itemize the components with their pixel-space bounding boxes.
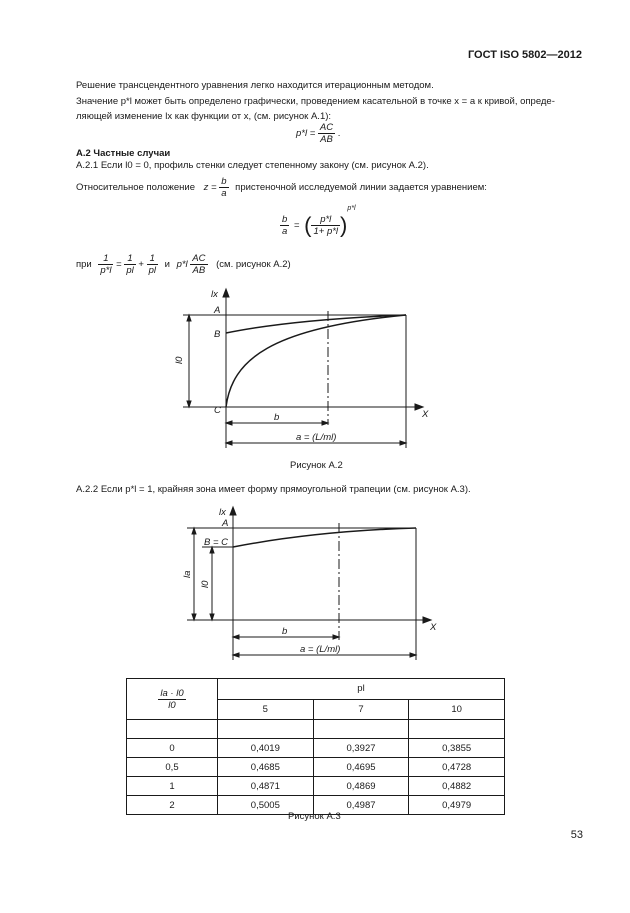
paragraph-graphic-line1: Значение p*l может быть определено графически, проведением касательной в точке x = a к кривой, опреде- [76, 96, 555, 107]
paragraph-iteration: Решение трансцендентного уравнения легко находится итерационным методом. [76, 80, 434, 91]
eq1-lhs: p*l = [296, 128, 316, 140]
rel-pos-denominator: a [221, 188, 227, 199]
fig3-label-a-dim: a = (L/ml) [300, 644, 341, 655]
fig3-label-bc: B = C [204, 537, 229, 548]
table-head-pl: pl [218, 679, 505, 700]
table-head-frac: $\frac{la \cdot l0}{l0}$ [127, 679, 218, 720]
fig2-label-a-dim: a = (L/ml) [296, 432, 337, 443]
fig2-label-b-point: B [214, 329, 221, 340]
paragraph-a21: А.2.1 Если l0 = 0, профиль стенки следует степенному закону (см. рисунок А.2). [76, 160, 429, 171]
table-row: 1 0,4871 0,4869 0,4882 [127, 777, 505, 796]
eq2-inner-numerator: p*l [311, 214, 340, 226]
eq2-lhs-numerator: b [282, 213, 288, 225]
table-col-10: 10 [409, 699, 505, 720]
eq2-lhs-denominator: a [282, 225, 288, 237]
fig3-curve [233, 528, 416, 547]
paragraph-a22: А.2.2 Если p*l = 1, крайняя зона имеет форму прямоугольной трапеции (см. рисунок А.3). [76, 484, 471, 495]
fig3-label-b: b [282, 626, 288, 637]
table-row: 0,5 0,4685 0,4695 0,4728 [127, 758, 505, 777]
table-row: 0 0,4019 0,3927 0,3855 [127, 739, 505, 758]
rel-pos-numerator: b [221, 176, 227, 187]
rel-pos-before: Относительное положение [76, 182, 196, 194]
eq2-inner-denominator: 1+ p*l [313, 225, 339, 237]
fig3-label-l0: l0 [200, 580, 211, 588]
eq2-exponent: p*l [347, 205, 356, 212]
fig3-label-la: la [182, 570, 193, 578]
fig2-label-c: C [214, 405, 221, 416]
fig3-caption: Рисунок А.3 [288, 811, 341, 822]
section-title: А.2 Частные случаи [76, 148, 171, 159]
fig2-label-lx: lx [211, 289, 218, 300]
page-number: 53 [570, 829, 583, 841]
fig2-label-b: b [274, 412, 280, 423]
eq1-numerator: AC [319, 122, 334, 133]
fig2-label-x: X [422, 409, 429, 420]
fig2-y-arrow [223, 289, 229, 297]
document-header: ГОСТ ISO 5802—2012 [467, 49, 582, 61]
fig3-label-a: A [222, 518, 229, 529]
table-col-7: 7 [313, 699, 409, 720]
rel-pos-after: пристеночной исследуемой линии задается уравнением: [235, 182, 487, 194]
equation-pl-ac-ab: p*l = $\frac{AC}{AB}$ . [296, 122, 341, 145]
fig2-caption: Рисунок А.2 [290, 460, 343, 471]
rel-pos-z: z = [203, 182, 217, 194]
values-table [126, 678, 505, 815]
equation-b-over-a: $\frac{b}{a}$ = ( $\frac{p*l}{1+ p*l}$ )$^{p*l}$ [282, 205, 356, 238]
cond-ref: (см. рисунок А.2) [216, 259, 291, 271]
table-row: 2 0,5005 0,4987 0,4979 [127, 796, 505, 815]
fig3-label-lx: lx [219, 507, 226, 518]
paragraph-graphic-line2: ляющей изменение lx как функции от x, (см. рисунок А.1): [76, 111, 332, 122]
condition-line: при $\frac{1}{p*l}$ = $\frac{1}{pl}$ + $\frac{1}{pl}$ и p*l $\frac{AC}{AB}$ (см. рисунок А.2) [76, 253, 291, 276]
fig2-label-a: A [214, 305, 221, 316]
fig2-label-l0: l0 [174, 356, 185, 364]
fig3-y-arrow [230, 507, 236, 515]
cond-pri: при [76, 259, 92, 271]
fig3-label-x: X [430, 622, 437, 633]
table-col-5: 5 [218, 699, 314, 720]
eq1-denominator: AB [320, 134, 333, 145]
